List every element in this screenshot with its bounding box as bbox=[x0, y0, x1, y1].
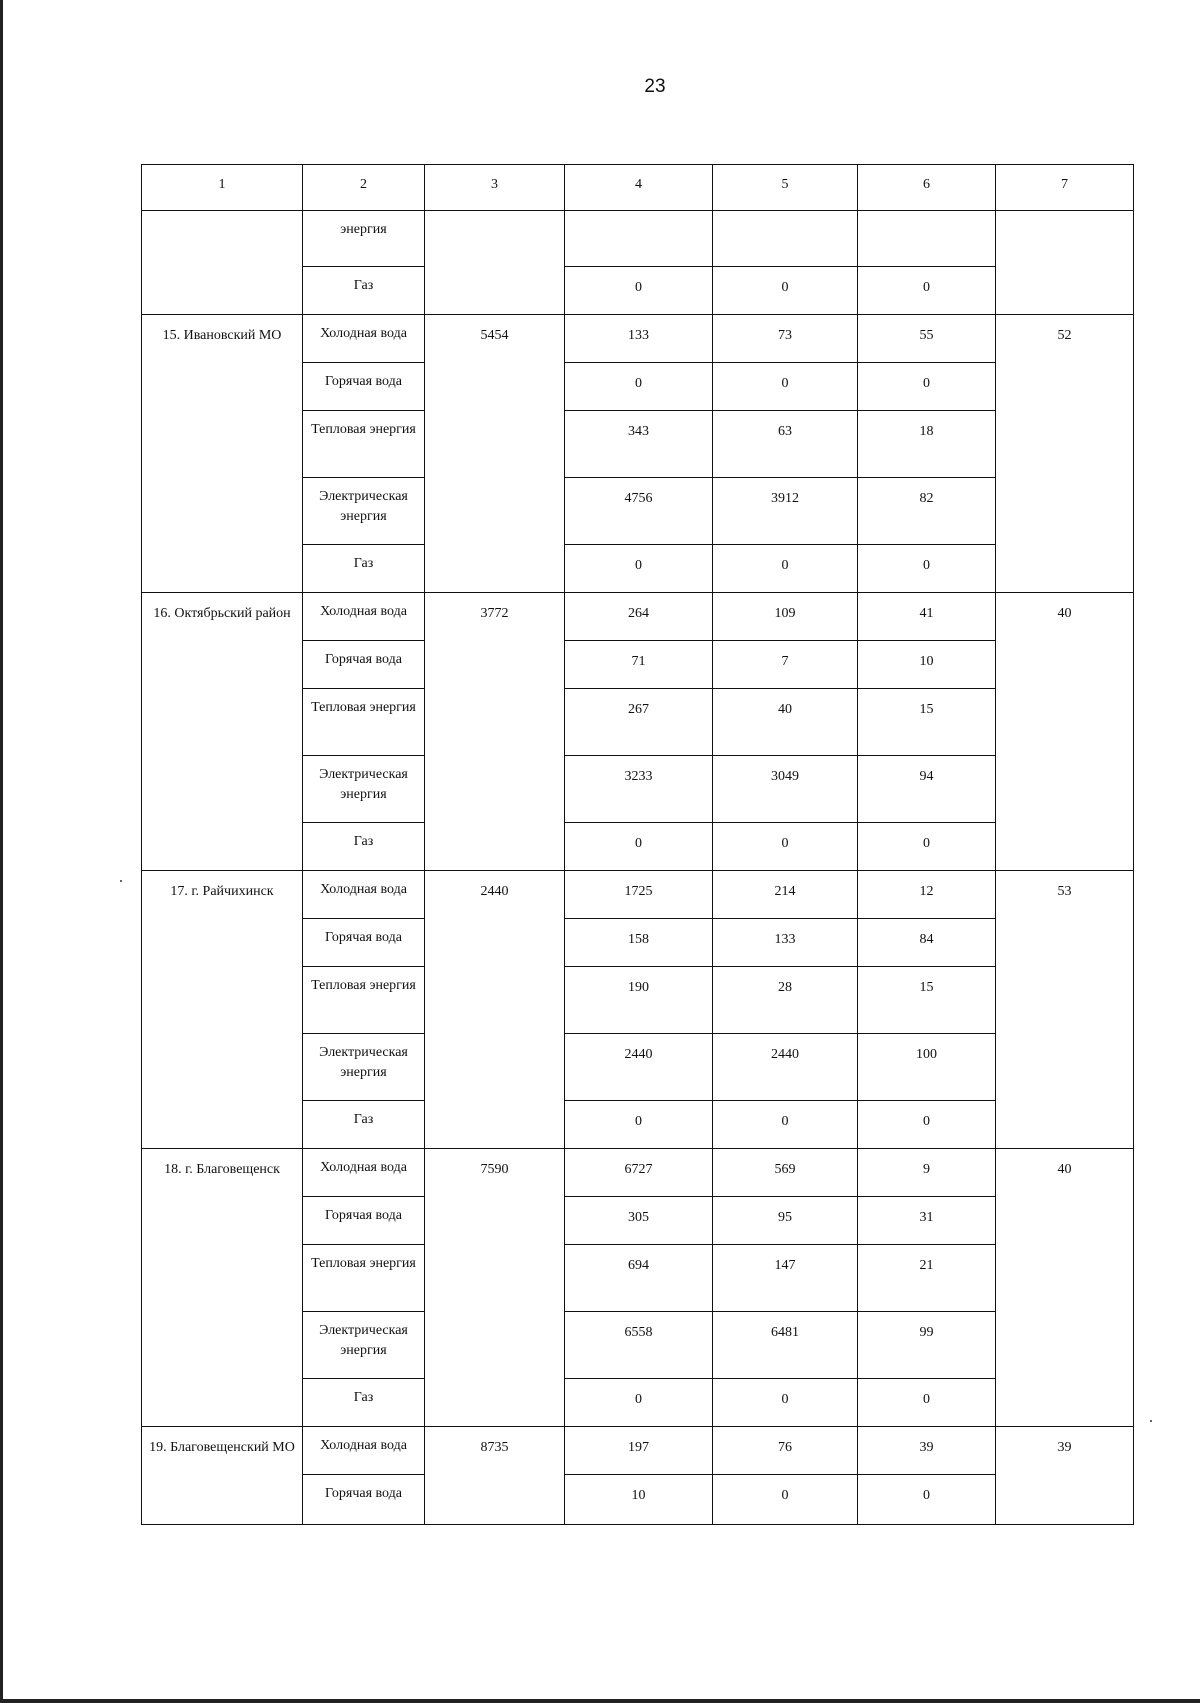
column-4-value: 10 bbox=[565, 1475, 713, 1525]
resource-type: Тепловая энергия bbox=[303, 411, 425, 478]
column-4-value: 6727 bbox=[565, 1149, 713, 1197]
table-row bbox=[142, 315, 1134, 363]
municipality-name: 16. Октябрьский район bbox=[142, 593, 303, 871]
column-5-value: 0 bbox=[713, 545, 858, 593]
column-header: 1 bbox=[142, 165, 303, 211]
column-4-value: 158 bbox=[565, 919, 713, 967]
column-6-value: 94 bbox=[858, 756, 996, 823]
column-4-value: 190 bbox=[565, 967, 713, 1034]
column-6-value bbox=[858, 211, 996, 267]
column-4-value: 694 bbox=[565, 1245, 713, 1312]
column-6-value: 84 bbox=[858, 919, 996, 967]
data-table bbox=[141, 164, 1134, 1525]
column-3-value: 5454 bbox=[425, 315, 565, 593]
column-5-value: 0 bbox=[713, 1101, 858, 1149]
page-number: 23 bbox=[644, 76, 666, 97]
column-3-value: 2440 bbox=[425, 871, 565, 1149]
column-5-value: 76 bbox=[713, 1427, 858, 1475]
column-5-value: 147 bbox=[713, 1245, 858, 1312]
column-5-value: 3049 bbox=[713, 756, 858, 823]
column-5-value bbox=[713, 211, 858, 267]
column-7-value: 52 bbox=[996, 315, 1134, 593]
resource-type: Горячая вода bbox=[303, 1197, 425, 1245]
column-6-value: 0 bbox=[858, 1475, 996, 1525]
municipality-name: 18. г. Благовещенск bbox=[142, 1149, 303, 1427]
resource-type: Электрическая энергия bbox=[303, 1034, 425, 1101]
scan-edge-bottom bbox=[0, 1699, 1200, 1703]
column-6-value: 21 bbox=[858, 1245, 996, 1312]
column-header: 6 bbox=[858, 165, 996, 211]
column-6-value: 99 bbox=[858, 1312, 996, 1379]
municipality-name bbox=[142, 211, 303, 315]
resource-type: Горячая вода bbox=[303, 363, 425, 411]
resource-type: Газ bbox=[303, 1379, 425, 1427]
column-5-value: 0 bbox=[713, 1379, 858, 1427]
scan-speck bbox=[1150, 1420, 1152, 1422]
column-5-value: 133 bbox=[713, 919, 858, 967]
column-4-value bbox=[565, 211, 713, 267]
table-body bbox=[142, 211, 1134, 1525]
column-6-value: 0 bbox=[858, 267, 996, 315]
column-6-value: 100 bbox=[858, 1034, 996, 1101]
column-3-value: 8735 bbox=[425, 1427, 565, 1525]
resource-type: Холодная вода bbox=[303, 593, 425, 641]
resource-type: Горячая вода bbox=[303, 641, 425, 689]
column-3-value: 3772 bbox=[425, 593, 565, 871]
column-6-value: 39 bbox=[858, 1427, 996, 1475]
column-5-value: 214 bbox=[713, 871, 858, 919]
column-6-value: 18 bbox=[858, 411, 996, 478]
table-row bbox=[142, 871, 1134, 919]
column-6-value: 0 bbox=[858, 363, 996, 411]
column-5-value: 6481 bbox=[713, 1312, 858, 1379]
table-row bbox=[142, 211, 1134, 267]
resource-type: Электрическая энергия bbox=[303, 478, 425, 545]
column-5-value: 28 bbox=[713, 967, 858, 1034]
column-header: 7 bbox=[996, 165, 1134, 211]
resource-type: Горячая вода bbox=[303, 919, 425, 967]
resource-type: Электрическая энергия bbox=[303, 756, 425, 823]
column-6-value: 0 bbox=[858, 1101, 996, 1149]
column-6-value: 12 bbox=[858, 871, 996, 919]
column-4-value: 4756 bbox=[565, 478, 713, 545]
column-5-value: 109 bbox=[713, 593, 858, 641]
column-number-row bbox=[142, 165, 1134, 211]
column-4-value: 343 bbox=[565, 411, 713, 478]
resource-type: Холодная вода bbox=[303, 1427, 425, 1475]
column-header: 4 bbox=[565, 165, 713, 211]
column-4-value: 0 bbox=[565, 363, 713, 411]
column-7-value: 40 bbox=[996, 593, 1134, 871]
resource-type: энергия bbox=[303, 211, 425, 267]
table-row bbox=[142, 593, 1134, 641]
column-4-value: 0 bbox=[565, 823, 713, 871]
column-4-value: 264 bbox=[565, 593, 713, 641]
resource-type: Холодная вода bbox=[303, 315, 425, 363]
column-7-value: 53 bbox=[996, 871, 1134, 1149]
column-7-value: 40 bbox=[996, 1149, 1134, 1427]
column-5-value: 3912 bbox=[713, 478, 858, 545]
resource-type: Электрическая энергия bbox=[303, 1312, 425, 1379]
column-4-value: 3233 bbox=[565, 756, 713, 823]
municipality-name: 19. Благовещенский МО bbox=[142, 1427, 303, 1525]
resource-type: Газ bbox=[303, 1101, 425, 1149]
column-5-value: 40 bbox=[713, 689, 858, 756]
column-4-value: 0 bbox=[565, 545, 713, 593]
resource-type: Газ bbox=[303, 823, 425, 871]
column-5-value: 569 bbox=[713, 1149, 858, 1197]
resource-type: Газ bbox=[303, 267, 425, 315]
column-4-value: 305 bbox=[565, 1197, 713, 1245]
resource-type: Горячая вода bbox=[303, 1475, 425, 1525]
column-4-value: 2440 bbox=[565, 1034, 713, 1101]
column-6-value: 82 bbox=[858, 478, 996, 545]
column-4-value: 267 bbox=[565, 689, 713, 756]
column-6-value: 31 bbox=[858, 1197, 996, 1245]
column-4-value: 133 bbox=[565, 315, 713, 363]
column-4-value: 6558 bbox=[565, 1312, 713, 1379]
column-5-value: 73 bbox=[713, 315, 858, 363]
table-row bbox=[142, 1149, 1134, 1197]
column-5-value: 95 bbox=[713, 1197, 858, 1245]
column-7-value: 39 bbox=[996, 1427, 1134, 1525]
municipality-name: 15. Ивановский МО bbox=[142, 315, 303, 593]
column-4-value: 197 bbox=[565, 1427, 713, 1475]
column-4-value: 0 bbox=[565, 1379, 713, 1427]
column-3-value: 7590 bbox=[425, 1149, 565, 1427]
scan-edge-left bbox=[0, 0, 3, 1703]
resource-type: Тепловая энергия bbox=[303, 967, 425, 1034]
resource-type: Холодная вода bbox=[303, 1149, 425, 1197]
scan-speck bbox=[120, 880, 122, 882]
column-3-value bbox=[425, 211, 565, 315]
column-6-value: 15 bbox=[858, 967, 996, 1034]
column-4-value: 1725 bbox=[565, 871, 713, 919]
column-5-value: 63 bbox=[713, 411, 858, 478]
column-5-value: 0 bbox=[713, 1475, 858, 1525]
column-6-value: 0 bbox=[858, 823, 996, 871]
column-4-value: 71 bbox=[565, 641, 713, 689]
resource-type: Газ bbox=[303, 545, 425, 593]
resource-type: Холодная вода bbox=[303, 871, 425, 919]
column-5-value: 7 bbox=[713, 641, 858, 689]
column-header: 5 bbox=[713, 165, 858, 211]
column-6-value: 0 bbox=[858, 545, 996, 593]
column-4-value: 0 bbox=[565, 267, 713, 315]
column-5-value: 2440 bbox=[713, 1034, 858, 1101]
column-6-value: 55 bbox=[858, 315, 996, 363]
column-6-value: 9 bbox=[858, 1149, 996, 1197]
column-header: 3 bbox=[425, 165, 565, 211]
column-6-value: 15 bbox=[858, 689, 996, 756]
resource-type: Тепловая энергия bbox=[303, 689, 425, 756]
column-5-value: 0 bbox=[713, 823, 858, 871]
table-row bbox=[142, 1427, 1134, 1475]
column-6-value: 0 bbox=[858, 1379, 996, 1427]
column-6-value: 41 bbox=[858, 593, 996, 641]
column-4-value: 0 bbox=[565, 1101, 713, 1149]
column-7-value bbox=[996, 211, 1134, 315]
column-5-value: 0 bbox=[713, 363, 858, 411]
municipality-name: 17. г. Райчихинск bbox=[142, 871, 303, 1149]
column-5-value: 0 bbox=[713, 267, 858, 315]
column-6-value: 10 bbox=[858, 641, 996, 689]
column-header: 2 bbox=[303, 165, 425, 211]
resource-type: Тепловая энергия bbox=[303, 1245, 425, 1312]
